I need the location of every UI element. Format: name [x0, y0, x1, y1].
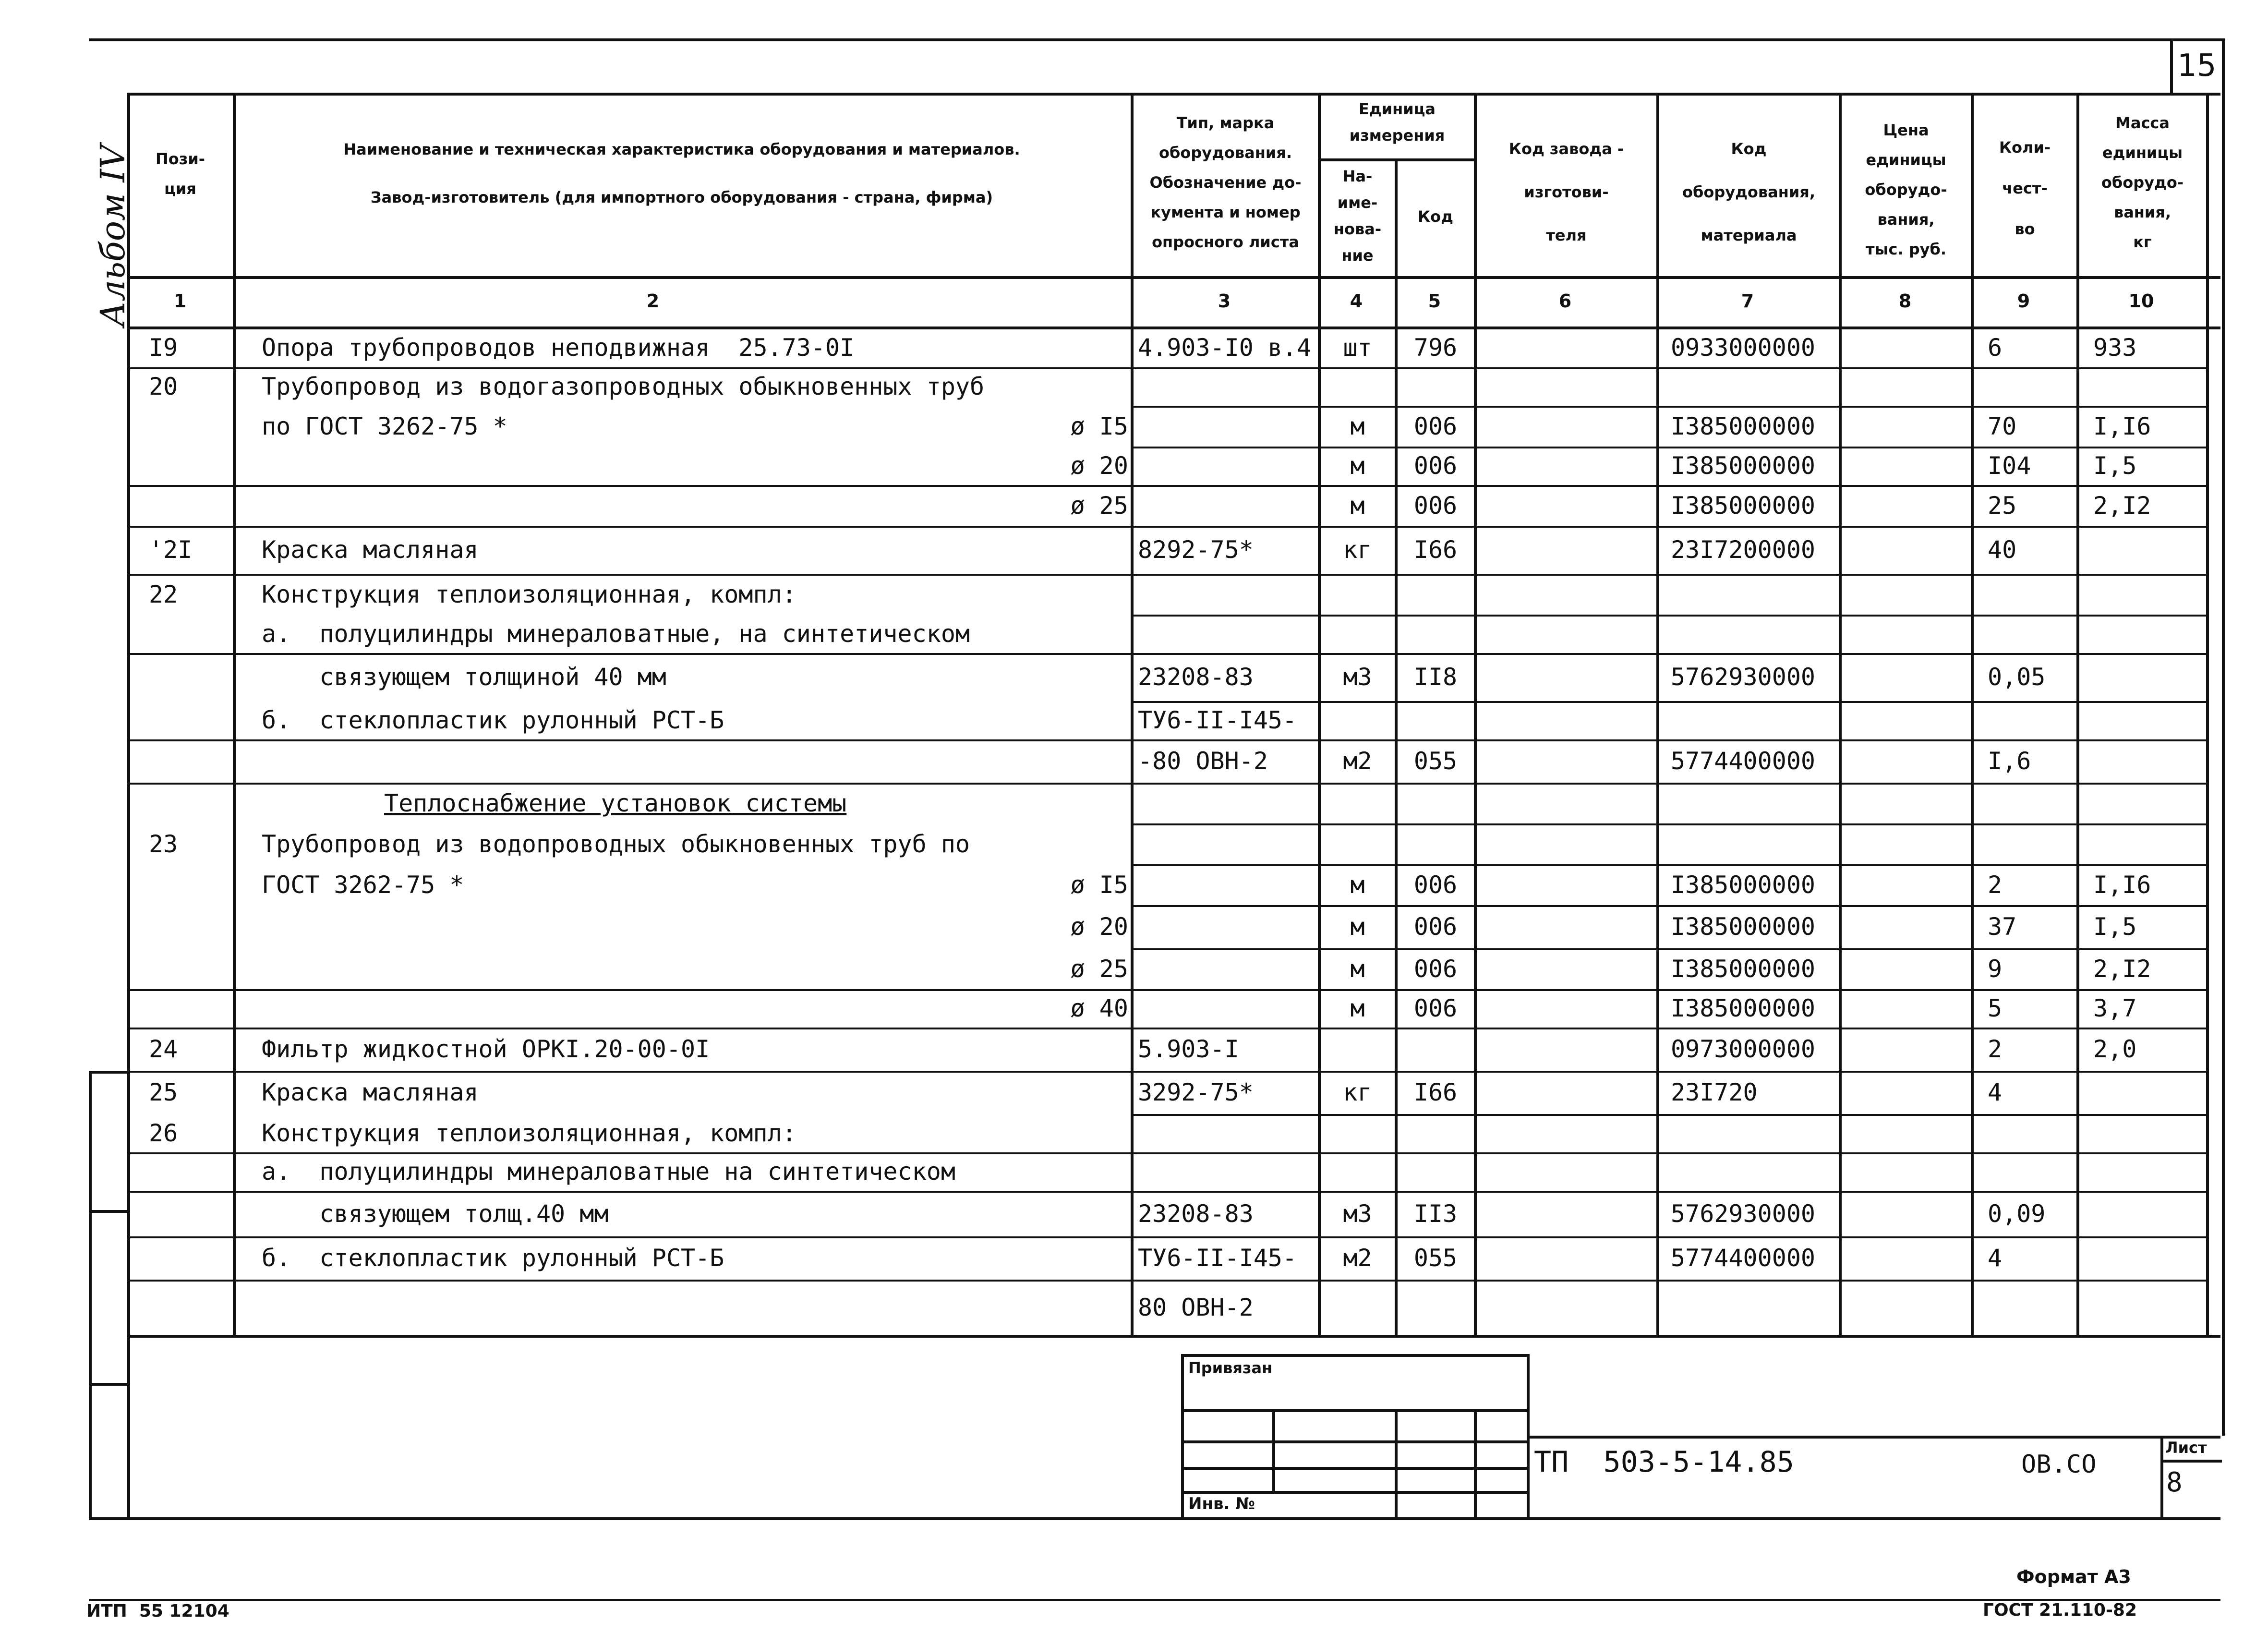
page-number: 15 [2177, 48, 2217, 84]
col-number: 9 [2017, 290, 2030, 312]
cell-mass: I,5 [2093, 913, 2137, 941]
cell-type: 4.903-I0 в.4 [1138, 334, 1312, 362]
cell-diameter: ø I5 [1070, 871, 1128, 899]
header-name-line1: Наименование и техническая характеристика оборудования и материалов. [343, 140, 1020, 158]
cell-name: Конструкция теплоизоляционная, компл: [262, 1119, 796, 1147]
header-material-code: Код оборудования, материала [1682, 140, 1815, 244]
cell-type: 23208-83 [1138, 663, 1254, 691]
cell-name: Трубопровод из водогазопроводных обыкновенных труб [262, 373, 985, 400]
gost-label: ГОСТ 21.110-82 [1983, 1600, 2137, 1620]
cell-name: а. полуцилиндры минераловатные, на синтетическом [262, 620, 970, 648]
cell-quantity: 70 [1988, 412, 2017, 440]
cell-material-code: 23I7200000 [1671, 536, 1816, 564]
cell-unit: м [1350, 994, 1365, 1022]
cell-diameter: ø 20 [1070, 913, 1128, 941]
cell-unit-code: 006 [1413, 913, 1458, 941]
col-number: 2 [646, 290, 660, 312]
row-divider [1131, 701, 2206, 703]
cell-mass: I,I6 [2093, 412, 2151, 440]
col-number: 5 [1428, 290, 1441, 312]
row-divider [1131, 615, 2206, 617]
cell-material-code: I385000000 [1671, 452, 1816, 480]
cell-unit: шт [1343, 334, 1372, 362]
cell-quantity: I04 [1988, 452, 2031, 480]
cell-unit-code: I66 [1413, 1078, 1458, 1106]
header-price: Цена единицы оборудо- вания, тыс. руб. [1865, 121, 1947, 258]
row-divider [127, 1191, 2206, 1193]
cell-unit-code: 006 [1413, 452, 1458, 480]
cell-name: связующем толщиной 40 мм [262, 663, 666, 691]
cell-name: связующем толщ.40 мм [262, 1199, 609, 1228]
header-name-line2: Завод-изготовитель (для импортного оборудования - страна, фирма) [370, 188, 993, 206]
row-divider [1131, 864, 2206, 866]
cell-mass: 2,0 [2093, 1035, 2137, 1063]
cell-unit-code: 006 [1413, 955, 1458, 983]
cell-unit-code: 796 [1413, 334, 1458, 362]
cell-diameter: ø 25 [1070, 491, 1128, 520]
row-divider [127, 485, 2206, 487]
cell-mass: 933 [2093, 334, 2137, 362]
row-divider [127, 1028, 2206, 1029]
cell-material-code: 5774400000 [1671, 1244, 1816, 1272]
header-quantity: Коли- чест- во [1999, 138, 2051, 238]
cell-material-code: 23I720 [1671, 1078, 1758, 1106]
header-unit-name: На- име- нова- ние [1333, 167, 1382, 265]
row-divider [1131, 1114, 2206, 1116]
cell-quantity: 25 [1988, 491, 2017, 520]
cell-quantity: 5 [1988, 994, 2003, 1022]
cell-quantity: 6 [1988, 334, 2003, 362]
cell-quantity: 40 [1988, 536, 2017, 564]
cell-position: 25 [149, 1078, 178, 1106]
row-divider [1131, 905, 2206, 907]
row-divider [127, 1236, 2206, 1238]
cell-unit: м [1350, 452, 1365, 480]
cell-unit: м2 [1343, 1244, 1372, 1272]
cell-diameter: ø 40 [1070, 994, 1128, 1022]
cell-quantity: 2 [1988, 871, 2003, 899]
cell-unit: м [1350, 913, 1365, 941]
header-position: Пози- ция [155, 150, 205, 198]
album-label: Альбом IV [93, 145, 133, 327]
cell-name: ГОСТ 3262-75 * [262, 871, 464, 899]
cell-quantity: 0,05 [1988, 663, 2046, 691]
cell-material-code: 5762930000 [1671, 1199, 1816, 1228]
cell-material-code: 0933000000 [1671, 334, 1816, 362]
cell-name: Трубопровод из водопроводных обыкновенных труб по [262, 830, 970, 858]
cell-diameter: ø 20 [1070, 452, 1128, 480]
cell-type: 3292-75* [1138, 1078, 1254, 1106]
cell-position: '2I [149, 536, 193, 564]
cell-unit-code: 006 [1413, 871, 1458, 899]
row-divider [1131, 406, 2206, 408]
cell-unit-code: I66 [1413, 536, 1458, 564]
linked-label: Привязан [1188, 1359, 1273, 1377]
cell-material-code: I385000000 [1671, 994, 1816, 1022]
row-divider [127, 989, 2206, 991]
header-unit-group: Единица измерения [1349, 100, 1445, 145]
header-factory-code: Код завода - изготови- теля [1508, 140, 1624, 244]
cell-material-code: 0973000000 [1671, 1035, 1816, 1063]
cell-diameter: ø 25 [1070, 955, 1128, 983]
row-divider [1131, 447, 2206, 448]
cell-name: Фильтр жидкостной ОРКI.20-00-0I [262, 1035, 710, 1063]
cell-name: по ГОСТ 3262-75 * [262, 412, 507, 440]
cell-quantity: 37 [1988, 913, 2017, 941]
col-number: 3 [1218, 290, 1231, 312]
cell-position: 23 [149, 830, 178, 858]
cell-unit: м3 [1343, 663, 1372, 691]
cell-type: 8292-75* [1138, 536, 1254, 564]
cell-unit: кг [1343, 1078, 1372, 1106]
cell-material-code: I385000000 [1671, 412, 1816, 440]
row-divider [127, 526, 2206, 528]
cell-unit: м [1350, 412, 1365, 440]
cell-position: 22 [149, 580, 178, 608]
row-divider [127, 783, 2206, 785]
row-divider [1131, 948, 2206, 950]
cell-type: 5.903-I [1138, 1035, 1239, 1063]
cell-type: 23208-83 [1138, 1199, 1254, 1228]
cell-unit: м2 [1343, 747, 1372, 775]
row-divider [127, 653, 2206, 655]
cell-unit-code: 006 [1413, 994, 1458, 1022]
cell-quantity: I,6 [1988, 747, 2031, 775]
cell-unit: м [1350, 871, 1365, 899]
cell-name: Опора трубопроводов неподвижная 25.73-0I [262, 334, 855, 362]
cell-material-code: 5762930000 [1671, 663, 1816, 691]
cell-quantity: 4 [1988, 1078, 2003, 1106]
cell-unit: кг [1343, 536, 1372, 564]
header-type: Тип, марка оборудования. Обозначение до- кумента и номер опросного листа [1149, 114, 1302, 251]
cell-name: а. полуцилиндры минераловатные на синтетическом [262, 1158, 955, 1185]
cell-mass: 2,I2 [2093, 491, 2151, 520]
sheet-number: 8 [2166, 1467, 2183, 1498]
format-label: Формат А3 [2016, 1566, 2131, 1587]
section-code: ОВ.СО [2021, 1450, 2097, 1479]
row-divider [127, 739, 2206, 741]
cell-quantity: 2 [1988, 1035, 2003, 1063]
col-number: 8 [1898, 290, 1912, 312]
col-number: 6 [1558, 290, 1572, 312]
cell-material-code: I385000000 [1671, 491, 1816, 520]
document-code: ТП 503-5-14.85 [1534, 1445, 1794, 1479]
cell-name: Конструкция теплоизоляционная, компл: [262, 580, 796, 608]
row-divider [1131, 823, 2206, 825]
row-divider [127, 574, 2206, 576]
cell-position: 20 [149, 373, 178, 400]
cell-mass: I,I6 [2093, 871, 2151, 899]
cell-position: 24 [149, 1035, 178, 1063]
cell-unit-code: 055 [1413, 1244, 1458, 1272]
cell-quantity: 9 [1988, 955, 2003, 983]
cell-unit-code: 006 [1413, 412, 1458, 440]
header-unit-code: Код [1418, 207, 1453, 226]
cell-unit: м [1350, 955, 1365, 983]
cell-type: 80 ОВН-2 [1138, 1293, 1254, 1321]
cell-name: Краска масляная [262, 536, 479, 564]
cell-material-code: I385000000 [1671, 871, 1816, 899]
cell-material-code: I385000000 [1671, 913, 1816, 941]
cell-position: I9 [149, 334, 178, 362]
cell-unit-code: II8 [1413, 663, 1458, 691]
cell-diameter: ø I5 [1070, 412, 1128, 440]
cell-material-code: 5774400000 [1671, 747, 1816, 775]
cell-type: -80 ОВН-2 [1138, 747, 1268, 775]
row-divider [127, 367, 2206, 369]
cell-material-code: I385000000 [1671, 955, 1816, 983]
row-divider [127, 1280, 2206, 1282]
col-number: 1 [173, 290, 187, 312]
cell-unit-code: 055 [1413, 747, 1458, 775]
inventory-label: Инв. № [1188, 1494, 1255, 1513]
section-heading: Теплоснабжение установок системы [384, 789, 847, 817]
cell-unit-code: II3 [1413, 1199, 1458, 1228]
cell-position: 26 [149, 1119, 178, 1147]
cell-name: Краска масляная [262, 1078, 479, 1106]
cell-mass: 2,I2 [2093, 955, 2151, 983]
row-divider [127, 1152, 2206, 1154]
col-number: 4 [1350, 290, 1363, 312]
header-mass: Масса единицы оборудо- вания, кг [2101, 114, 2184, 251]
cell-unit: м [1350, 491, 1365, 520]
col-number: 10 [2128, 290, 2154, 312]
cell-unit-code: 006 [1413, 491, 1458, 520]
cell-type: ТУ6-II-I45- [1138, 706, 1297, 734]
cell-quantity: 0,09 [1988, 1199, 2046, 1228]
col-number: 7 [1741, 290, 1754, 312]
cell-mass: I,5 [2093, 452, 2137, 480]
cell-unit: м3 [1343, 1199, 1372, 1228]
sheet-label: Лист [2165, 1439, 2207, 1457]
cell-type: ТУ6-II-I45- [1138, 1244, 1297, 1272]
cell-name: б. стеклопластик рулонный РСТ-Б [262, 1244, 724, 1272]
itp-label: ИТП 55 12104 [86, 1601, 229, 1621]
row-divider [127, 1071, 2206, 1073]
cell-mass: 3,7 [2093, 994, 2137, 1022]
cell-name: б. стеклопластик рулонный РСТ-Б [262, 706, 724, 734]
cell-quantity: 4 [1988, 1244, 2003, 1272]
